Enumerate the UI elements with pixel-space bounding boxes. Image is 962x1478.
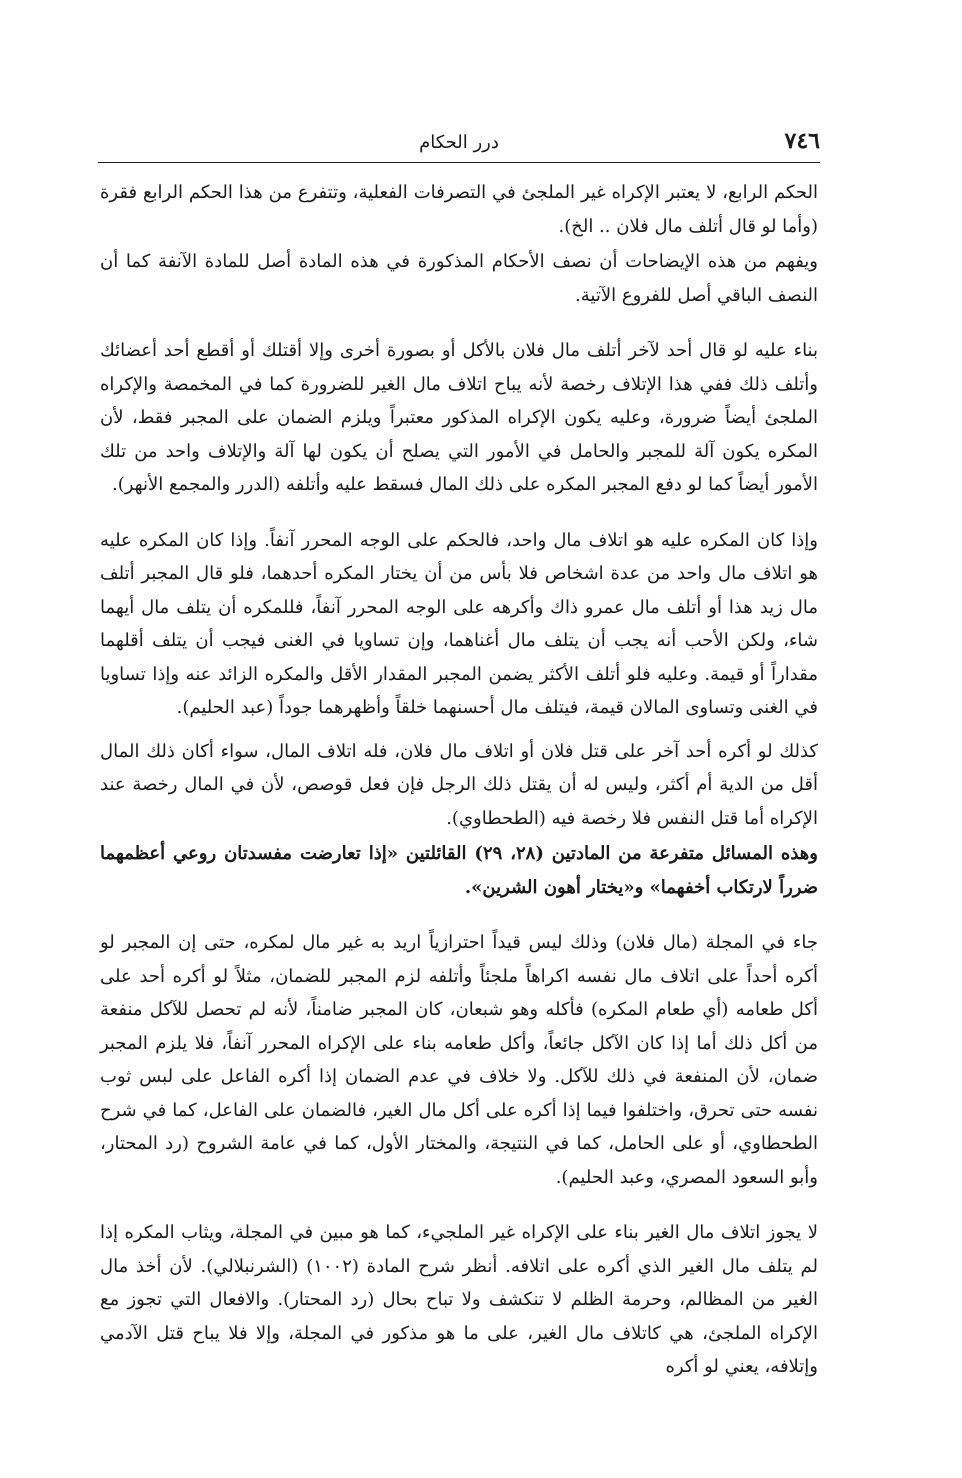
paragraph: الحكم الرابع، لا يعتبر الإكراه غير الملجئ في التصرفات الفعلية، وتتفرع من هذا الحكم الرابع فقرة (وأما لو قال أتلف مال فلان .. الخ). <box>100 182 818 237</box>
page-header <box>98 128 820 160</box>
paragraph: جاء في المجلة (مال فلان) وذلك ليس قيداً احترازياً اريد به غير مال لمكره، حتى إن المجبر لو أكره أحداً على اتلاف مال نفسه اكراهاً ملجئاً وأتلفه لزم المجبر للضمان، مثلاً لو أكره أحد على أكل طعامه (أي طعام المكره) فأكله وهو شبعان، كان المجبر ضامناً، لأنه لم تحصل للآكل منفعة من أكل ذلك أما إذا كان الآكل جائعاً، وأكل طعامه بناء على الإكراه المحرر آنفاً، فلا يلزم المجبر ضمان، لأن المنفعة في ذلك للآكل. ولا خلاف في عدم الضمان إذا أكره الفاعل على لبس ثوب نفسه حتى تحرق، واختلفوا فيما إذا أكره على أكل مال الغير، فالضمان على الفاعل، كما في شرح الطحطاوي، أو على الحامل، كما في النتيجة، والمختار الأول، كما في عامة الشروح (رد المحتار، وأبو السعود المصري، وعبد الحليم). <box>100 932 818 1188</box>
paragraph: وهذه المسائل متفرعة من المادتين (٢٨، ٢٩) القائلتين «إذا تعارضت مفسدتان روعي أعظمهما ضرراً لارتكاب أخفهما» و«يختار أهون الشرين». <box>100 843 818 898</box>
page-number: ٧٤٦ <box>784 128 820 154</box>
header-rule <box>98 162 820 163</box>
running-title: درر الحكام <box>419 132 499 153</box>
paragraph: ويفهم من هذه الإيضاحات أن نصف الأحكام المذكورة في هذه المادة أصل للمادة الآنفة كما أن النصف الباقي أصل للفروع الآتية. <box>100 251 818 306</box>
paragraph: وإذا كان المكره عليه هو اتلاف مال واحد، فالحكم على الوجه المحرر آنفاً. وإذا كان المكره عليه هو اتلاف مال واحد من عدة اشخاص فلا بأس من أن يختار المكره أحدهما، فلو قال المجبر أتلف مال زيد هذا أو أتلف مال عمرو ذاك وأكرهه على الوجه المحرر آنفاً، فللمكره أن يتلف مال أيهما شاء، ولكن الأحب أنه يجب أن يتلف مال أغناهما، وإن تساويا في الغنى فيجب أن يتلف أقلهما مقداراً أو قيمة. وعليه فلو أتلف الأكثر يضمن المجبر المقدار الأقل والمكره الزائد عنه وإذا تساويا في الغنى وتساوى المالان قيمة، فيتلف مال أحسنهما خلقاً وأظهرهما جوداً (عبد الحليم). <box>100 529 818 718</box>
paragraph: كذلك لو أكره أحد آخر على قتل فلان أو اتلاف مال فلان، فله اتلاف المال، سواء أكان ذلك المال أقل من الدية أم أكثر، وليس له أن يقتل ذلك الرجل فإن فعل قوصص، لأن في المال رخصة عند الإكراه أما قتل النفس فلا رخصة فيه (الطحطاوي). <box>100 740 818 829</box>
paragraph: لا يجوز اتلاف مال الغير بناء على الإكراه غير الملجيء، كما هو مبين في المجلة، ويثاب المكره إذا لم يتلف مال الغير الذي أكره على اتلافه. أنظر شرح المادة (١٠٠٢) (الشرنبلالي). لأن أخذ مال الغير من المظالم، وحرمة الظلم لا تنكشف ولا تباح بحال (رد المحتار). والافعال التي تجوز مع الإكراه الملجئ، هي كاتلاف مال الغير، على ما هو مذكور في المجلة، وإلا فلا يباح قتل الآدمي وإتلافه، يعني لو أكره <box>100 1222 818 1377</box>
body-text <box>100 176 818 1394</box>
paragraph: بناء عليه لو قال أحد لآخر أتلف مال فلان بالأكل أو بصورة أخرى وإلا أقتلك أو أقطع أحد أعضائك وأتلف ذلك ففي هذا الإتلاف رخصة لأنه يباح اتلاف مال الغير للضرورة كما في المخمصة والإكراه الملجئ أيضاً ضرورة، وعليه يكون الإكراه المذكور معتبراً ويلزم الضمان على المجبر فقط، لأن المكره يكون آلة للمجبر والحامل في الأمور التي يصلح أن يكون لها آلة والإتلاف واحد من تلك الأمور أيضاً كما لو دفع المجبر المكره على ذلك المال فسقط عليه وأتلفه (الدرر والمجمع الأنهر). <box>100 340 818 495</box>
